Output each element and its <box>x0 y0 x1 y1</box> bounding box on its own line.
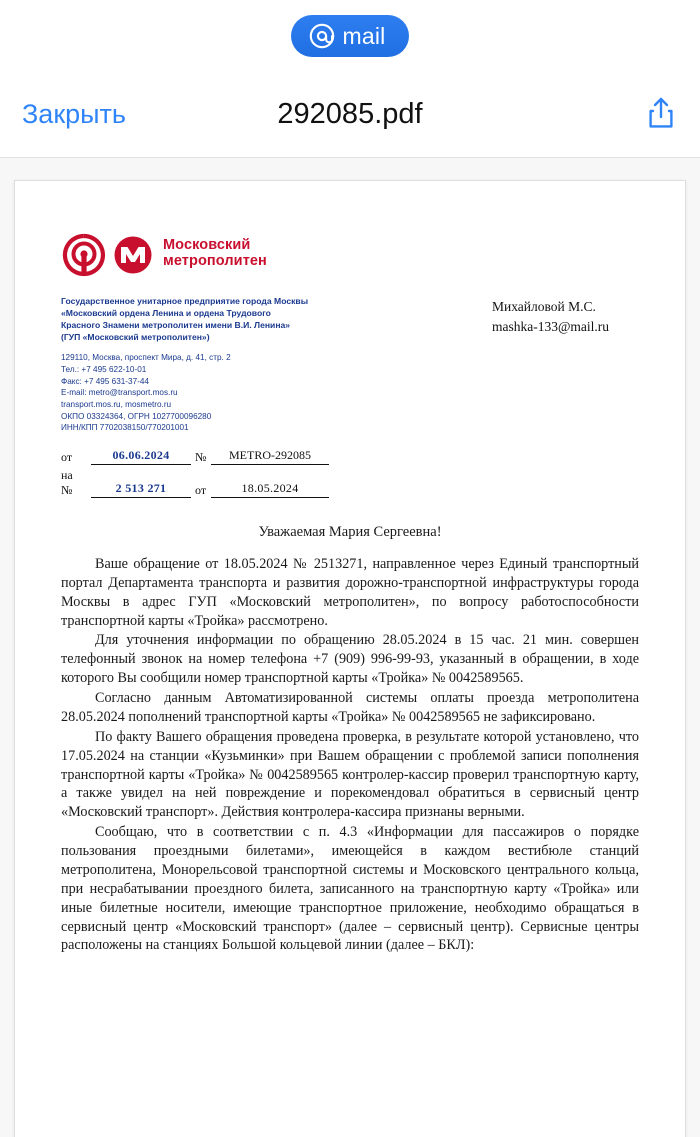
outgoing-date: 06.06.2024 <box>91 448 191 465</box>
close-button[interactable]: Закрыть <box>22 99 126 129</box>
addressee-email: mashka-133@mail.ru <box>491 318 609 334</box>
org-line: Красного Знамени метрополитен имени В.И. Ленина» <box>61 319 291 330</box>
pdf-scroll-area[interactable] <box>0 158 700 1137</box>
share-icon <box>648 97 674 132</box>
on-from-label: от <box>195 482 207 497</box>
organization-block <box>61 296 351 343</box>
paragraph: Сообщаю, что в соответствии с п. 4.3 «Информации для пассажиров о порядке пользования проездными билетами», имеющейся в каждом вестибюле станций метрополитена, Монорельсовой транспортной системы и Московского центрального кольца, при несрабатывании проездного билета, записанного на транспортную карту «Тройка» или иные билетные носители, имеющие транспортное приложение, необходимо обращаться в сервисный центр «Московский транспорт» (далее – сервисный центр). Сервисные центры расположены на станциях Большой кольцевой линии (далее – БКЛ): <box>61 824 639 954</box>
pdf-page <box>14 180 686 1137</box>
brand-bar <box>0 0 700 72</box>
at-icon <box>309 23 335 49</box>
contact-line: Тел.: +7 495 622-10-01 <box>61 365 147 375</box>
paragraph: Согласно данным Автоматизированной системы оплаты проезда метрополитена 28.05.2024 пополнений транспортной карты «Тройка» № 0042589565 не зафиксировано. <box>61 690 639 725</box>
paragraph: По факту Вашего обращения проведена проверка, в результате которой установлено, что 17.05.2024 на станции «Кузьминки» при Вашем обращении с проблемой записи пополнения транспортной карты «Тройка» № 0042589565 контролер-кассир проверил транспортную карту, а также увидел на ней повреждение и порекомендовал обратиться в сервисный центр «Московский транспорт». Действия контролера-кассира признаны верными. <box>61 728 639 821</box>
mail-logo-text: mail <box>342 22 386 49</box>
outgoing-number: METRO-292085 <box>211 448 329 465</box>
mail-logo <box>291 15 410 57</box>
contact-line: ОКПО 03324364, ОГРН 1027700096280 <box>61 411 212 421</box>
metro-m-icon <box>113 235 153 280</box>
reference-row-outgoing <box>61 448 639 465</box>
contact-block <box>61 352 361 433</box>
reference-row-incoming <box>61 468 639 498</box>
contact-line: transport.mos.ru, mosmetro.ru <box>61 400 172 409</box>
from-label: от <box>61 449 73 464</box>
metro-logo-text: Московский метрополитен <box>163 237 267 270</box>
org-line: (ГУП «Московский метрополитен») <box>61 331 210 342</box>
letterhead <box>61 233 639 282</box>
reference-block <box>61 448 639 498</box>
org-line: Государственное унитарное предприятие города Москвы <box>61 296 309 306</box>
number-label: № <box>195 449 207 464</box>
contact-line: E-mail: metro@transport.mos.ru <box>61 388 178 398</box>
paragraph: Для уточнения информации по обращению 28.05.2024 в 15 час. 21 мин. совершен телефонный звонок на номер телефона +7 (909) 996-99-93, указанный в обращении, в ходе которого Вы сообщили номер транспортной карты «Тройка» № 0042589565. <box>61 632 639 687</box>
org-line: «Московский ордена Ленина и ордена Трудового <box>61 307 271 318</box>
metro-logo <box>61 233 153 282</box>
contact-line: 129110, Москва, проспект Мира, д. 41, стр. 2 <box>61 353 231 363</box>
incoming-number: 2 513 271 <box>91 481 191 498</box>
on-number-label: на № <box>61 467 73 497</box>
document-title: 292085.pdf <box>277 98 423 130</box>
greeting: Уважаемая Мария Сергеевна! <box>258 523 442 540</box>
contact-line: ИНН/КПП 7702038150/770201001 <box>61 423 189 433</box>
contact-line: Факс: +7 495 631-37-44 <box>61 376 149 386</box>
viewer-toolbar <box>0 72 700 158</box>
addressee-name: Михайловой М.С. <box>491 299 596 314</box>
incoming-date: 18.05.2024 <box>211 481 329 498</box>
share-button[interactable] <box>644 96 678 134</box>
addressee-block <box>492 297 609 336</box>
paragraph: Ваше обращение от 18.05.2024 № 2513271, направленное через Единый транспортный портал Департамента транспорта и развития дорожно-транспортной инфраструктуры города Москвы в адрес ГУП «Московский метрополитен», по вопросу работоспособности транспортной карты «Тройка» рассмотрено. <box>61 555 639 629</box>
metro-target-icon <box>61 233 107 282</box>
